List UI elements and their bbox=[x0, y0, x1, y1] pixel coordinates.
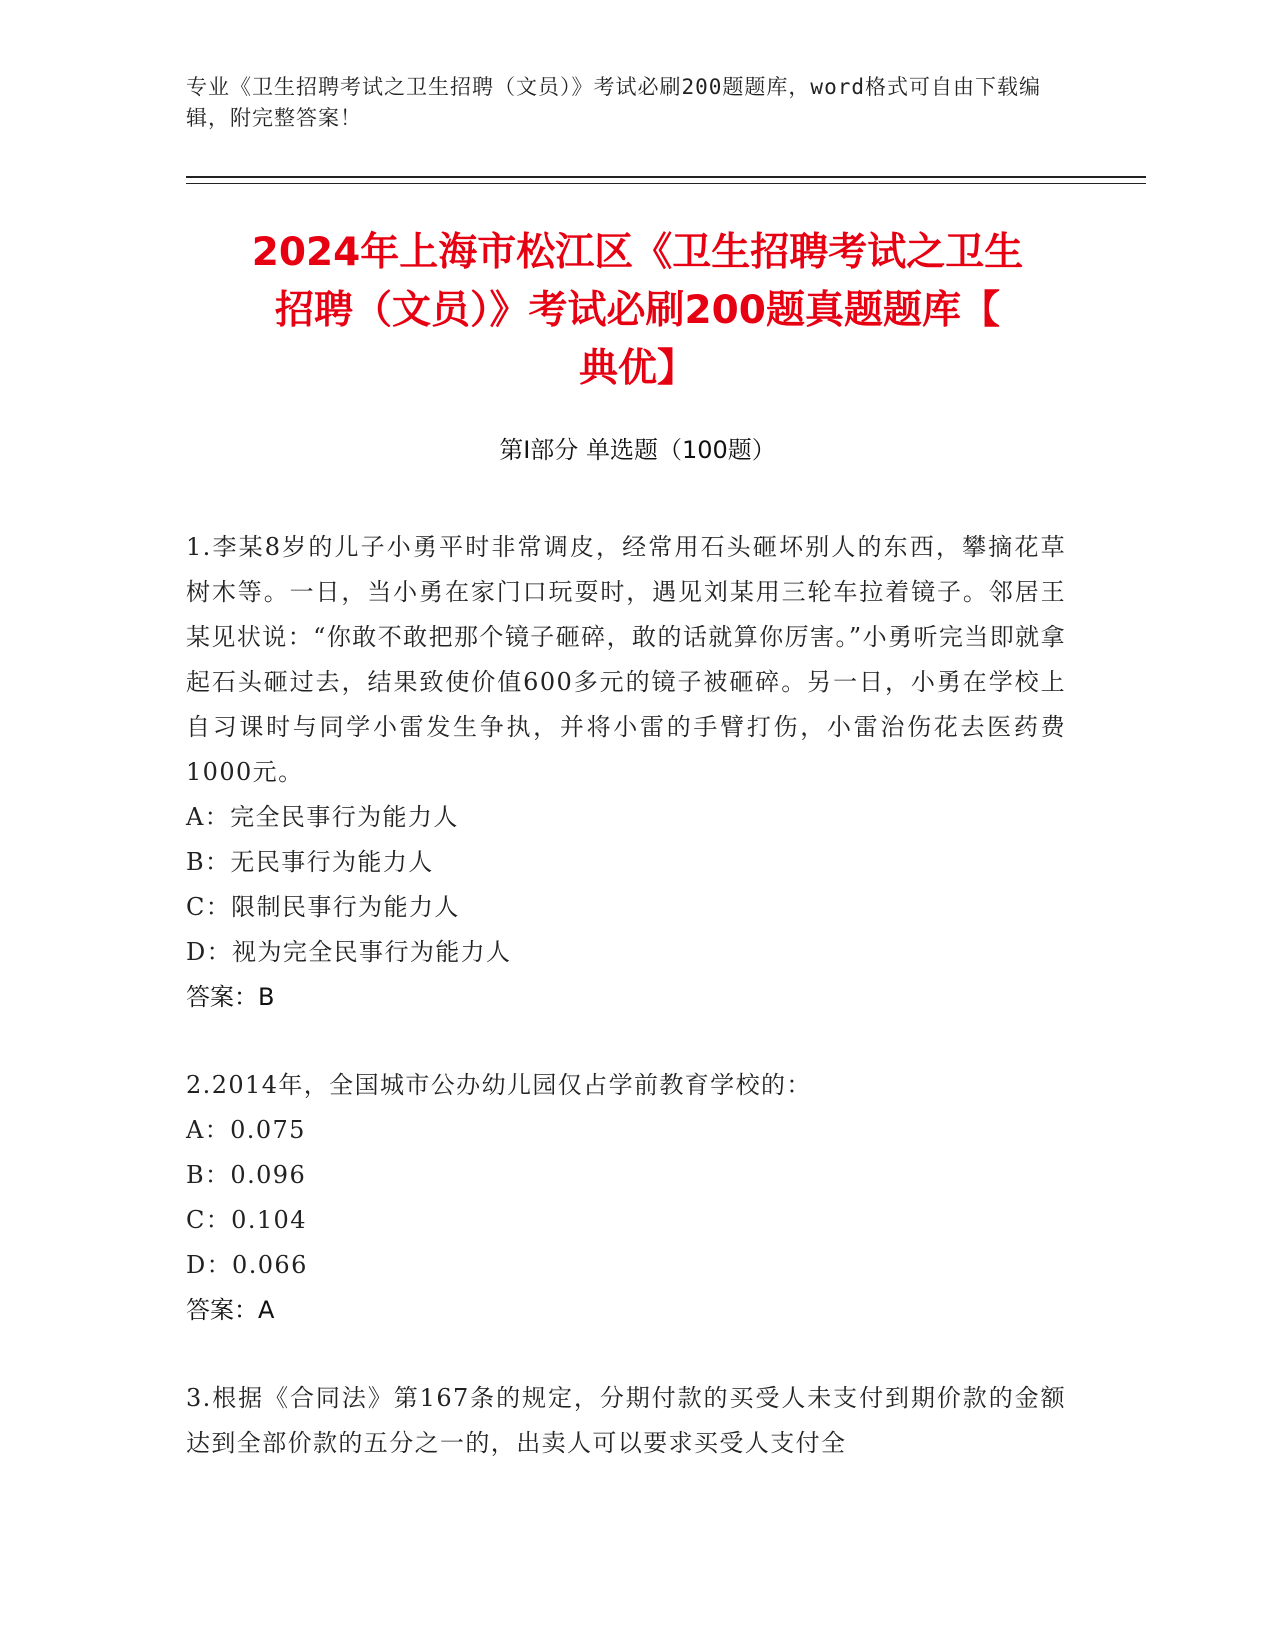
option-a: A：0.075 bbox=[186, 1116, 306, 1144]
question-stem: 1.李某8岁的儿子小勇平时非常调皮，经常用石头砸坏别人的东西，攀摘花草树木等。一日，当小勇在家门口玩耍时，遇见刘某用三轮车拉着镜子。邻居王某见状说：“你敢不敢把那个镜子砸碎，敢的话就算你厉害。”小勇听完当即就拿起石头砸过去，结果致使价值600多元的镜子被砸碎。另一日，小勇在学校上自习课时与同学小雷发生争执，并将小雷的手臂打伤，小雷治伤花去医药费1000元。 bbox=[186, 533, 1066, 786]
option-b: B：无民事行为能力人 bbox=[186, 848, 434, 876]
option-c: C：0.104 bbox=[186, 1206, 307, 1234]
option-a: A：完全民事行为能力人 bbox=[186, 803, 459, 831]
question-stem: 2.2014年，全国城市公办幼儿园仅占学前教育学校的： bbox=[186, 1071, 812, 1099]
question-3 bbox=[186, 1376, 1066, 1466]
header-divider-thick bbox=[186, 176, 1146, 178]
option-c: C：限制民事行为能力人 bbox=[186, 893, 460, 921]
title-line-2: 招聘（文员）》考试必刷200题真题题库【 bbox=[275, 288, 1000, 333]
answer-line: 答案：B bbox=[186, 983, 275, 1011]
header-note: 专业《卫生招聘考试之卫生招聘（文员）》考试必刷200题题库，word格式可自由下载编辑，附完整答案！ bbox=[186, 75, 1041, 130]
answer-line: 答案：A bbox=[186, 1296, 275, 1324]
question-2 bbox=[186, 1063, 1066, 1333]
option-d: D：视为完全民事行为能力人 bbox=[186, 938, 512, 966]
document-title bbox=[186, 224, 1089, 398]
option-b: B：0.096 bbox=[186, 1161, 307, 1189]
question-1 bbox=[186, 525, 1066, 1020]
question-list bbox=[186, 525, 1066, 1509]
option-d: D：0.066 bbox=[186, 1251, 308, 1279]
header-divider-thin bbox=[186, 183, 1146, 184]
title-line-3: 典优】 bbox=[578, 346, 696, 391]
question-stem: 3.根据《合同法》第167条的规定，分期付款的买受人未支付到期价款的金额达到全部价款的五分之一的，出卖人可以要求买受人支付全 bbox=[186, 1384, 1066, 1457]
title-line-1: 2024年上海市松江区《卫生招聘考试之卫生 bbox=[251, 230, 1024, 275]
section-title: 第Ⅰ部分 单选题（100题） bbox=[499, 436, 776, 464]
